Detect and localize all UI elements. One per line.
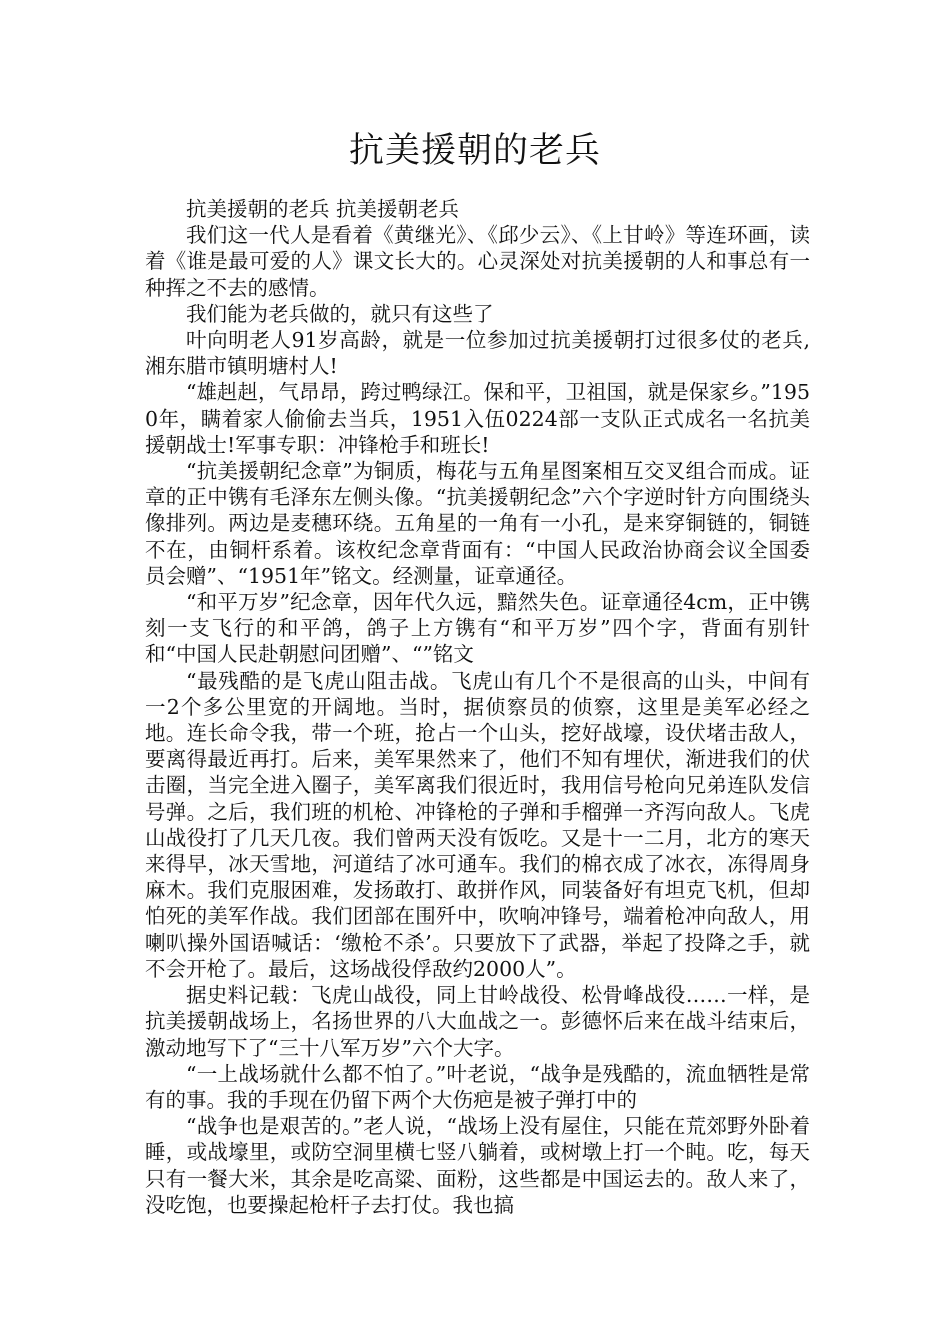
document-body (145, 196, 810, 1218)
paragraph: “和平万岁”纪念章，因年代久远，黯然失色。证章通径4cm，正中镌刻一支飞行的和平鸽，鸽子上方镌有“和平万岁”四个字，背面有别针和“中国人民赴朝慰问团赠”、“”铭文 (145, 590, 810, 667)
paragraph: “雄赳赳，气昂昂，跨过鸭绿江。保和平，卫祖国，就是保家乡。”1950年，瞒着家人偷偷去当兵，1951入伍0224部一支队正式成名一名抗美援朝战士!军事专职：冲锋枪手和班长! (145, 380, 810, 457)
paragraph: 我们这一代人是看着《黄继光》、《邱少云》、《上甘岭》等连环画，读着《谁是最可爱的人》课文长大的。心灵深处对抗美援朝的人和事总有一种挥之不去的感情。 (145, 223, 810, 300)
document-title: 抗美援朝的老兵 (348, 131, 601, 171)
paragraph: “一上战场就什么都不怕了。”叶老说，“战争是残酷的，流血牺牲是常有的事。我的手现在仍留下两个大伤疤是被子弹打中的 (145, 1061, 810, 1112)
paragraph: “战争也是艰苦的。”老人说，“战场上没有屋住，只能在荒郊野外卧着睡，或战壕里，或防空洞里横七竖八躺着，或树墩上打一个盹。吃，每天只有一餐大米，其余是吃高粱、面粉，这些都是中国运去的。敌人来了，没吃饱，也要操起枪杆子去打仗。我也搞 (145, 1114, 810, 1217)
paragraph: 抗美援朝的老兵 抗美援朝老兵 (186, 197, 460, 221)
paragraph: 我们能为老兵做的，就只有这些了 (186, 301, 494, 326)
paragraph: “最残酷的是飞虎山阻击战。飞虎山有几个不是很高的山头，中间有一2个多公里宽的开阔地。当时，据侦察员的侦察，这里是美军必经之地。连长命令我，带一个班，抢占一个山头，挖好战壕，设伏堵击敌人，要离得最近再打。后来，美军果然来了，他们不知有埋伏，渐进我们的伏击圈，当完全进入圈子，美军离我们很近时，我用信号枪向兄弟连队发信号弹。之后，我们班的机枪、冲锋枪的子弹和手榴弹一齐泻向敌人。飞虎山战役打了几天几夜。我们曾两天没有饭吃。又是十一二月，北方的寒天来得早，冰天雪地，河道结了冰可通车。我们的棉衣成了冰衣，冻得周身麻木。我们克服困难，发扬敢打、敢拼作风，同装备好有坦克飞机，但却怕死的美军作战。我们团部在围歼中，吹响冲锋号，端着枪冲向敌人，用喇叭操外国语喊话：‘缴枪不杀’。只要放下了武器，举起了投降之手，就不会开枪了。最后，这场战役俘敌约2000人”。 (145, 668, 810, 981)
paragraph: 叶向明老人91岁高龄，就是一位参加过抗美援朝打过很多仗的老兵,湘东腊市镇明塘村人! (145, 328, 810, 379)
paragraph: “抗美援朝纪念章”为铜质，梅花与五角星图案相互交叉组合而成。证章的正中镌有毛泽东左侧头像。“抗美援朝纪念”六个字逆时针方向围绕头像排列。两边是麦穗环绕。五角星的一角有一小孔，是来穿铜链的，铜链不在，由铜杆系着。该枚纪念章背面有：“中国人民政治协商会议全国委员会赠”、“1951年”铭文。经测量，证章通径。 (145, 459, 810, 588)
paragraph: 据史料记载：飞虎山战役，同上甘岭战役、松骨峰战役……一样，是抗美援朝战场上，名扬世界的八大血战之一。彭德怀后来在战斗结束后，激动地写下了“三十八军万岁”六个大字。 (145, 983, 810, 1060)
